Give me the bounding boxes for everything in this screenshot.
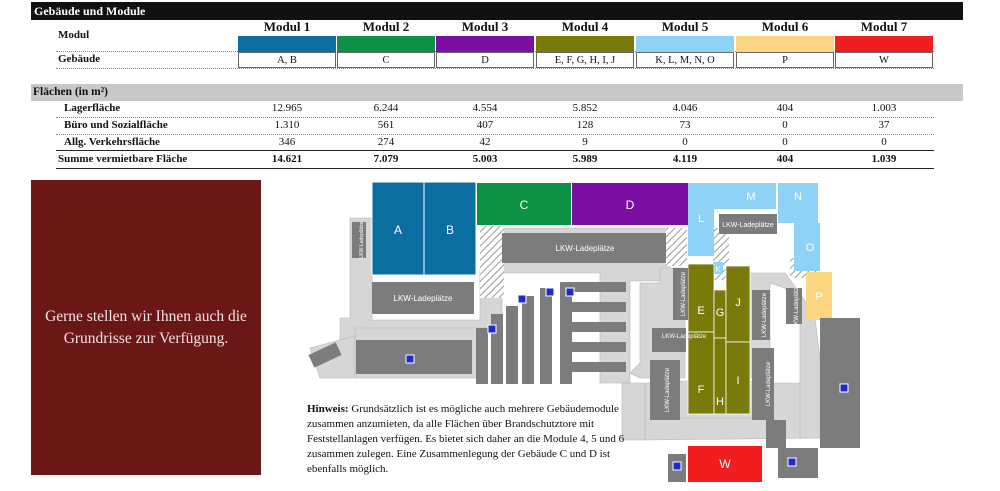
promo-box — [31, 180, 261, 475]
area-value: 0 — [782, 119, 788, 131]
sum-value: 4.119 — [672, 153, 698, 165]
area-value: 274 — [377, 136, 395, 148]
area-value: 0 — [682, 136, 688, 148]
lkw-label: LKW-Ladeplätze — [794, 283, 800, 329]
building-label: H — [716, 396, 724, 408]
module-color-swatch — [736, 36, 834, 53]
building-label: C — [519, 198, 529, 212]
module-color-swatch — [536, 36, 634, 53]
lkw-label: LKW-Ladeplätze — [766, 361, 772, 407]
module-color-swatch — [436, 36, 534, 53]
building-label: L — [697, 213, 705, 225]
module-header: Modul 3 — [461, 19, 509, 34]
module-buildings: A, B — [238, 52, 336, 68]
building-label: D — [625, 198, 635, 212]
area-value: 407 — [476, 119, 494, 131]
building-label: O — [805, 242, 815, 254]
building-E — [688, 264, 714, 332]
sum-row-label: Summe vermietbare Fläche — [58, 153, 188, 165]
sum-value: 1.039 — [871, 153, 897, 165]
building-F — [688, 332, 714, 414]
divider — [56, 150, 934, 151]
lkw-label: LKW-Ladeplätze — [359, 221, 365, 259]
area-value: 1.003 — [871, 102, 897, 114]
building-label: E — [697, 305, 705, 317]
module-buildings: C — [337, 52, 435, 68]
module-color-swatch — [238, 36, 336, 53]
module-buildings: P — [736, 52, 834, 68]
lkw-label: LKW-Ladeplätze — [665, 367, 671, 413]
area-value: 5.852 — [572, 102, 598, 114]
building-label: P — [815, 291, 823, 303]
lkw-label: LKW-Ladeplätze — [393, 294, 453, 303]
building-label: M — [746, 191, 756, 203]
area-value: 0 — [782, 136, 788, 148]
building-label: G — [715, 307, 725, 319]
building-label: N — [794, 191, 802, 203]
area-row-label: Büro und Sozialfläche — [64, 119, 168, 131]
area-value: 4.554 — [472, 102, 498, 114]
lkw-bay — [652, 328, 686, 352]
module-header: Modul 6 — [761, 19, 809, 34]
row-label-modul: Modul — [58, 29, 90, 41]
divider — [56, 134, 934, 135]
lkw-label: LKW-Ladeplätze — [762, 292, 768, 338]
area-row-label: Lagerfläche — [64, 102, 121, 114]
module-buildings: D — [436, 52, 534, 68]
divider — [56, 117, 934, 118]
sum-value: 5.003 — [472, 153, 498, 165]
building-label: K — [715, 265, 721, 274]
building-N — [778, 183, 818, 223]
area-value: 73 — [679, 119, 691, 131]
lkw-label: LKW-Ladeplätze — [555, 244, 615, 253]
area-value: 37 — [878, 119, 890, 131]
divider — [56, 168, 934, 169]
module-buildings: W — [835, 52, 933, 68]
note-text: Grundsätzlich ist es mögliche auch mehrere Gebäudemodule zusammen anzumieten, da alle Flächen über Brandschutztore mit Feststellanlagen verfügen. Es bietet sich daher an die Module 4, 5 und 6 zusammen zulegen. Eine Zusammenlegung der Gebäude C und D ist ebenfalls möglich. — [307, 403, 625, 475]
area-value: 404 — [776, 102, 794, 114]
area-value: 346 — [278, 136, 296, 148]
area-row-label: Allg. Verkehrsfläche — [64, 136, 160, 148]
module-header: Modul 4 — [561, 19, 609, 34]
module-buildings: K, L, M, N, O — [636, 52, 734, 68]
building-label: F — [697, 384, 705, 396]
sum-value: 404 — [776, 153, 794, 165]
module-color-swatch — [337, 36, 435, 53]
hatched-area — [665, 228, 687, 266]
module-buildings: E, F, G, H, I, J — [536, 52, 634, 68]
module-header: Modul 1 — [263, 19, 311, 34]
area-value: 42 — [479, 136, 491, 148]
area-value: 9 — [582, 136, 588, 148]
building-label: A — [393, 223, 403, 237]
module-header: Modul 2 — [362, 19, 410, 34]
sum-value: 7.079 — [373, 153, 399, 165]
area-value: 12.965 — [271, 102, 303, 114]
area-value: 4.046 — [672, 102, 698, 114]
lkw-label: LKW-Ladeplätze — [722, 222, 774, 229]
area-value: 561 — [377, 119, 395, 131]
hatched-area — [480, 226, 504, 298]
row-label-gebaeude: Gebäude — [58, 53, 101, 65]
building-label: B — [445, 223, 455, 237]
lkw-label: LKW-Ladeplätze — [662, 334, 707, 340]
area-value: 1.310 — [274, 119, 300, 131]
module-header: Modul 5 — [661, 19, 709, 34]
area-value: 6.244 — [373, 102, 399, 114]
module-color-swatch — [835, 36, 933, 53]
module-header: Modul 7 — [860, 19, 908, 34]
note-label: Hinweis: — [307, 403, 349, 415]
building-label: W — [719, 457, 731, 471]
divider — [56, 68, 934, 69]
lkw-label: LKW-Ladeplätze — [681, 271, 687, 317]
building-label: J — [735, 297, 741, 309]
building-label: I — [736, 375, 740, 387]
section-header-areas: Flächen (in m²) — [31, 84, 963, 101]
building-M — [714, 183, 776, 209]
note — [307, 402, 637, 477]
sum-value: 5.989 — [572, 153, 598, 165]
section-header-buildings: Gebäude und Module — [31, 2, 963, 20]
area-value: 0 — [881, 136, 887, 148]
sum-value: 14.621 — [271, 153, 303, 165]
promo-text: Gerne stellen wir Ihnen auch die Grundrisse zur Verfügung. — [45, 307, 247, 347]
module-color-swatch — [636, 36, 734, 53]
area-value: 128 — [576, 119, 594, 131]
